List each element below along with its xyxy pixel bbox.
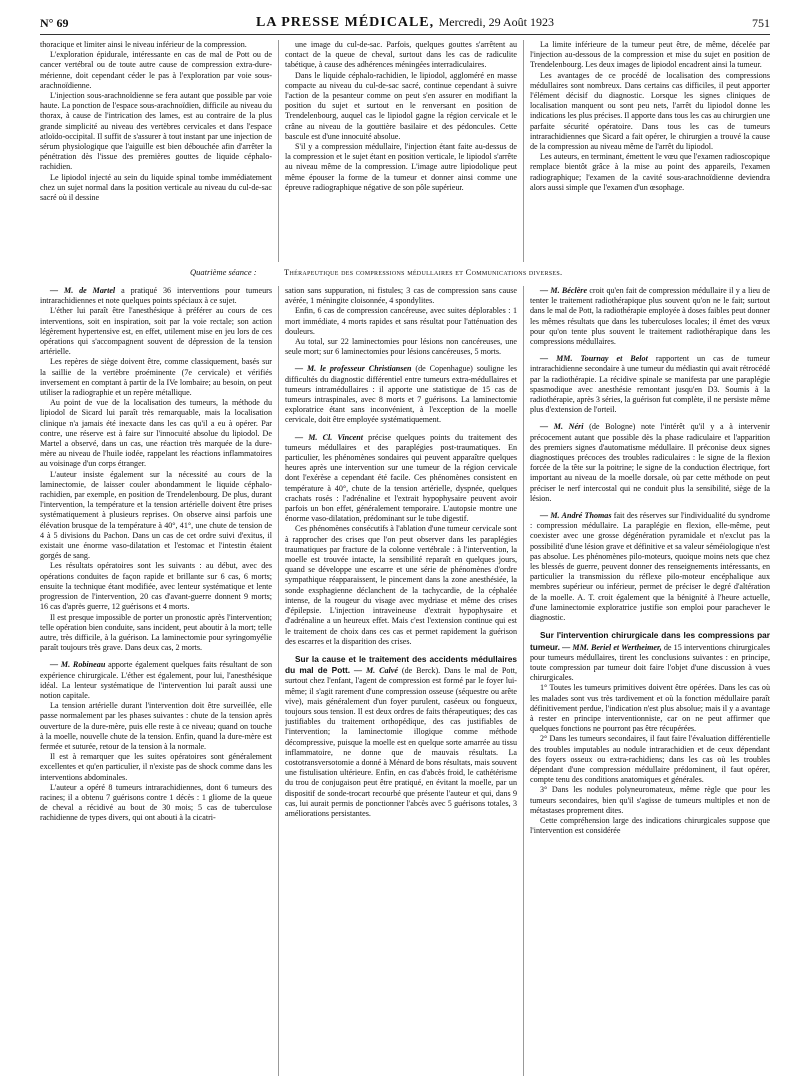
paragraph-text: 1° Toutes les tumeurs primitives doivent être opérées. Dans les cas où les malades sont vus très tardivement et où la fonction médullaire paraît définitivement perdue, l'indication n'est plus absolue; mais il y a avantage à rester en principe interventionniste, car on ne peut affirmer que quelques fonctions ne pourront pas être récupérées. <box>530 683 770 734</box>
paragraph <box>285 524 517 646</box>
paragraph-text: de 15 interventions chirurgicales pour tumeurs médullaires, tirent les conclusions suivantes : en principe, toute compression par tumeur doit faire l'objet d'une discussion à vues chirurgicales. <box>530 642 770 683</box>
paragraph: L'injection sous-arachnoïdienne se fera autant que possible par voie haute. La ponction de l'espace sous-arachnoïdien, difficile au niveau du thorax, à cause de l'intrication des lames, est au contraire de la plus grande simplicité au niveau des vertèbres cervicales et dans l'espace atloïdo-occipital. Il suffit de s'assurer à tout instant par une injection de sérum physiologique que l'aiguille est bien débouchée afin d'arrêter la pénétration dès l'issue des premières gouttes de liquide céphalo-rachidien. <box>40 91 272 172</box>
paragraph: Le lipiodol injecté au sein du liquide spinal tombe immédiatement chez un sujet normal dans la position verticale au niveau du cul-de-sac sacré où il dessine <box>40 172 272 203</box>
paragraph <box>40 660 272 701</box>
speaker-name: — M. de Martel <box>50 286 116 295</box>
top-column-1 <box>40 40 272 262</box>
speaker-name: — M. Calvé <box>350 666 398 676</box>
paragraph-text: (de Berck). Dans le mal de Pott, surtout chez l'enfant, l'agent de compression est formé par le foyer lui-même; il s'agit rarement d'une compression osseuse (séquestre ou arête vive), mais généralement d'un foyer purulent, caséeux ou fongueux, toujours sous tension. Il est deux ordres de faits thérapeutiques; des cas justifiables du traitement orthopédique, des cas justifiables de l'intervention; la laminectomie illogique comme méthode décompressive, puisque la moelle est en quelque sorte amarrée au tissu inflammatoire, ne donne que de mauvais résultats. La costotransversotomie a donné à Ménard de bons résultats, mais souvent une fistulisation ultérieure. Enfin, en cas d'abcès froid, le cathétérisme du trou de conjugaison peut être pratiqué, en évitant la moelle, par un dispositif de sonde-trocart recourbé que présente l'auteur et qui, dans 9 cas, lui aurait permis de ponctionner l'abcès avec 5 guérisons totales, 3 améliorations persistantes. <box>285 666 517 818</box>
section-heading: Sur la cause et le traitement des accidents médullaires du mal de Pott. <box>285 653 517 676</box>
paragraph <box>530 354 770 415</box>
paragraph: Les avantages de ce procédé de localisation des compressions médullaires sont nombreux. Dans certains cas difficiles, il peut apporter l'élément décisif du diagnostic. Lorsque les signes cliniques de localisation manquent ou sont peu nets, l'arrêt du lipiodol donne les indications les plus précises. Il apporte dans tous les cas au chirurgien une parfaite sécurité opératoire. Dans tous les cas de tumeurs intrarachidiennes que Sicard a fait opérer, le chirurgien a trouvé la cause de la compression au niveau même de l'arrêt du lipiodol. <box>530 70 770 152</box>
paragraph <box>530 422 770 504</box>
top-column-2 <box>285 40 517 262</box>
paragraph-text: 2° Dans les tumeurs secondaires, il faut faire l'évaluation différentielle des troubles imputables au nodule intrarachidien et de ceux dépendant des foyers osseux ou extra-rachidiens; dans les cas où les troubles dépendant d'une compression médullaire prédominent, il faut opérer, compte tenu des conditions anatomiques et générales. <box>530 734 770 785</box>
paragraph: thoracique et limiter ainsi le niveau inférieur de la compression. <box>40 40 247 49</box>
paragraph-text: sation sans suppuration, ni fistules; 3 cas de compression sans cause avérée, 1 méningite cloisonnée, 4 spondylites. <box>285 286 517 306</box>
paragraph-gap <box>285 357 517 364</box>
page-header <box>40 14 770 34</box>
paragraph <box>285 364 517 425</box>
speaker-name: — MM. Beriel et Wertheimer, <box>559 642 662 652</box>
paragraph-gap <box>530 415 770 422</box>
paragraph-text: 3° Dans les nodules polyneuromateux, même règle que pour les tumeurs secondaires, bien qu'il s'agisse de tumeurs multiples et non de métastases proprement dites. <box>530 785 770 815</box>
paragraph-text: précise quelques points du traitement des tumeurs médullaires et des paraplégies post-traumatiques. En particulier, les phénomènes sondaires qui peuvent apparaître quelques heures après une intervention sur une tumeur de la région cervicale dont l'exérèse a cependant été facile. Ces phénomènes consistent en température à 40°, chute de la tension artérielle, dyspnée, quelques crachats rosés : l'adrénaline et l'extrait hypophysaire peuvent avoir parfois un bon effet, généralement temporaire. L'autopsie montre une énorme vaso-dilatation, prédominant sur le tube digestif. <box>285 432 517 524</box>
header-rule <box>40 34 770 35</box>
paragraph <box>40 470 272 562</box>
issue-date: Mercredi, 29 Août 1923 <box>438 15 554 29</box>
paragraph <box>530 511 770 623</box>
paragraph-text: La tension artérielle durant l'intervention doit être surveillée, elle passe normalement par les phases suivantes : chute de la tension après ouverture de la dure-mère, puis elle reste à ce niveau; quand on touche à la moelle, nouvelle chute de la tension. Enfin, quand la dure-mère est fermée et suturée, retour de la tension à la normale. <box>40 701 272 751</box>
paragraph <box>40 783 272 824</box>
paragraph-text: rapportent un cas de tumeur intrarachidienne secondaire à une tumeur du médiastin qui avait rétrocédé par la radiothérapie. La récidive spinale se manifesta par une paraplégie spasmodique avec anesthésie remontant jusqu'en D3. Soumis à la radiothérapie, après 3 séries, la guérison fut complète, il ne persiste même plus d'extension de l'orteil. <box>530 354 770 415</box>
paragraph-gap <box>530 623 770 630</box>
paragraph <box>530 683 770 734</box>
seance-label: Quatrième séance : <box>190 267 257 277</box>
paragraph <box>530 630 770 683</box>
paragraph-text: apporte également quelques faits résultant de son expérience chirurgicale. L'éther est également, pour lui, l'anesthésique idéal. La lenteur systématique de l'intervention lui paraît aussi une notion capitale. <box>40 660 272 700</box>
column-divider <box>523 40 524 262</box>
paragraph-text: L'auteur a opéré 8 tumeurs intrarachidiennes, dont 6 tumeurs des racines; il a obtenu 7 guérisons contre 1 décès : 1 gliome de la queue de cheval a récidivé au bout de 30 mois; 5 cas de tuberculose rachidienne de types divers, qui ont abouti à la cicatri- <box>40 782 272 823</box>
paragraph-text: Au total, sur 22 laminectomies pour lésions non cancéreuses, une seule mort; sur 6 laminectomies pour lésions cancéreuses, 5 morts. <box>285 337 517 357</box>
paragraph <box>40 613 272 654</box>
paragraph-text: L'éther lui paraît être l'anesthésique à préférer au cours de ces interventions, soit en inspiration, soit par la voie rectale; son action légèrement hypertensive est, en effet, utilement mise en jeu lors de ces opérations qui s'accompagnent souvent de dépression de la tension artérielle. <box>40 306 272 357</box>
paragraph <box>40 561 272 612</box>
paragraph: Dans le liquide céphalo-rachidien, le lipiodol, aggloméré en masse compacte au niveau du cul-de-sac sacré, continue cependant à suivre l'action de la pesanteur comme on peut s'en assurer en modifiant la position du sujet et surtout en le renversant en position de Trendelenbourg, auquel cas le lipiodol gagne la région cervicale et le crâne au niveau de la gouttière basilaire et des pédoncules. Cette bascule est d'une innocuité absolue. <box>285 70 517 141</box>
paragraph-text: Enfin, 6 cas de compression cancéreuse, avec suites déplorables : 1 mort immédiate, 4 morts rapides et sans résultat pour l'atténuation des douleurs. <box>285 306 517 336</box>
paragraph <box>40 398 272 469</box>
paragraph <box>40 701 272 752</box>
paragraph <box>40 306 272 357</box>
paragraph-text: L'auteur insiste également sur la nécessité au cours de la laminectomie, de laisser couler abondamment le liquide céphalo-rachidien, par exemple, en position de Trendelenbourg. De plus, durant l'intervention, la température et la tension artérielle doivent être prises systématiquement à plusieurs reprises. On observe ainsi parfois une élévation brusque de la température à 40°, 41°, une chute de tension de 4 à 5 divisions du Pachon. Dans un cas de cet ordre suivi d'exitus, il existait une énorme vaso-dilatation et l'estomac et l'intestin étaient gorgés de sang. <box>40 469 272 561</box>
journal-title <box>40 15 770 31</box>
column-divider <box>278 286 279 1076</box>
paragraph-gap <box>40 653 272 660</box>
paragraph-gap <box>285 647 517 654</box>
paragraph <box>285 654 517 819</box>
paragraph-text: (de Copenhague) souligne les difficultés du diagnostic différentiel entre tumeurs extra-médullaires et tumeurs intramédullaires : il apporte une statistique de 15 cas de tumeurs intraspinales, avec 8 morts et 7 guérisons. La laminectomie exploratrice étant sans inconvénient, à l'exception de la moelle cervicale, doit être employée systématiquement. <box>285 364 517 425</box>
paragraph: L'exploration épidurale, intéressante en cas de mal de Pott ou de cancer vertébral ou de toute autre cause de compression extra-dure-mérienne, doit cependant céder le pas à l'exploration par voie sous-arachnoïdienne. <box>40 50 272 90</box>
paragraph <box>530 286 770 347</box>
paragraph-text: croit qu'en fait de compression médullaire il y a lieu de tenter le traitement radiothérapique plus souvent qu'on ne le fait; surtout dans le mal de Pott, la radiothérapie employée à doses faibles peut donner les mêmes résultats que dans les tuberculoses locales; il émet des vœux pour qu'on tente plus souvent le traitement radiothérapique dans les compressions médullaires. <box>530 286 770 347</box>
paragraph: S'il y a compression médullaire, l'injection étant faite au-dessus de la compression et le sujet étant en position verticale, le lipiodol s'arrête au niveau même de la compression. L'image autre lipiodolique peut même épouser la forme de la tumeur et donner ainsi comme une épreuve radiographique négative de son pôle supérieur. <box>285 142 517 192</box>
column-divider <box>278 40 279 262</box>
speaker-name: — M. Néri <box>540 422 584 432</box>
bottom-column-3 <box>530 286 770 1076</box>
speaker-name: — M. Robineau <box>50 660 106 670</box>
paragraph <box>285 433 517 525</box>
section-heading: Sur l'intervention chirurgicale dans les compressions par tumeur. <box>530 630 770 652</box>
paragraph-text: fait des réserves sur l'individualité du syndrome : compression médullaire. La paraplégie en flexion, elle-même, peut coexister avec une grosse dégénération pyramidale et n'exclut pas la possibilité d'une lésion grave et définitive et sa valeur séméiologique n'est pas absolue. Les phénomènes pilo-moteurs, quoique moins nets que chez les blessés de guerre, peuvent donner des renseignements intéressants, en particulier la transmission du réflexe pilo-moteur encéphalique aux membres supérieur ou inférieur, permet de préciser le degré d'altération de la moelle. A. T. croit également que la bénignité à l'heure actuelle, d'une laminectomie exploratrice justifie son emploi pour parachever le diagnostic. <box>530 511 770 623</box>
paragraph-text: Cette compréhension large des indications chirurgicales suppose que l'intervention est considérée <box>530 815 770 836</box>
paragraph-text: Les repères de siège doivent être, comme classiquement, basés sur la saillie de la vertèbre proéminente (7e cervicale) et vérifiés inversement en comptant à partir de la IVe lombaire; au besoin, on peut utiliser la radiographie et un repère métallique. <box>40 357 272 398</box>
paragraph: Les auteurs, en terminant, émettent le vœu que l'examen radioscopique remplace bientôt grâce à la mise au point des appareils, l'examen radiographique; l'examen de la cavité sous-arachnoïdienne deviendra alors aussi simple que l'examen d'un œsophage. <box>530 152 770 192</box>
paragraph: une image du cul-de-sac. Parfois, quelques gouttes s'arrêtent au contact de la queue de cheval, surtout dans les cas de radiculite tabétique, à cause des adhérences méningées interradiculaires. <box>285 40 517 70</box>
paragraph <box>285 286 517 306</box>
column-divider <box>523 286 524 1076</box>
issue-number: N° 69 <box>40 16 69 30</box>
paragraph <box>285 306 517 337</box>
journal-name: LA PRESSE MÉDICALE, <box>256 15 435 30</box>
paragraph <box>40 752 272 783</box>
paragraph-text: Les résultats opératoires sont les suivants : au début, avec des opérations conduites de façon rapide et brillante sur 6 cas, 6 morts; ensuite la technique étant modifiée, avec lenteur systématique et lente progression de l'intervention, 20 cas d'avant-guerre donnent 9 morts; 16 cas d'après guerre, 12 guérisons et 4 morts. <box>40 561 272 612</box>
paragraph <box>40 357 272 398</box>
paragraph-text: Il est presque impossible de porter un pronostic après l'intervention; telle opération bien conduite, sans incident, peut aboutir à la mort; telle autre, très difficile, à la guérison. La laminectomie pour syringomyélie paraît toujours très grave. Dans deux cas, 2 morts. <box>40 612 272 653</box>
paragraph-text: (de Bologne) note l'intérêt qu'il y a à intervenir précocement autant que possible dès la phase radiculaire et l'apparition des premiers signes d'automatisme médullaire. Il préconise deux signes diagnostiques précoces des troubles radiculaires : le signe de la flexion forcée de la tête sur la poitrine; le signe de la conduction électrique, fort important au niveau de la moelle dorsale, où par cette méthode on peut préciser le nerf intercostal qui ne conduit plus la sensibilité, siège de la lésion. <box>530 422 770 503</box>
paragraph <box>530 734 770 785</box>
bottom-column-1 <box>40 286 272 1076</box>
paragraph-text: Au point de vue de la localisation des tumeurs, la méthode du lipiodol de Sicard lui paraît très remarquable, mais la localisation clinique n'a jamais été inexacte dans les cas qu'il a eu à opérer. Par contre, une réserve est à faire sur l'innocuité absolue du lipiodol. De Martel a observé, dans un cas, une réaction très marquée de la dure-mère au niveau de l'huile iodée, rappelant les réactions inflammatoires au voisinage d'un corps étranger. <box>40 398 272 469</box>
paragraph-text: Ces phénomènes consécutifs à l'ablation d'une tumeur cervicale sont à rapprocher des crises que l'on peut observer dans les paraplégies traumatiques par fracture de la colonne vertébrale : à l'intervention, la moelle est trouvée intacte, la sensibilité reparaît en quelques jours, quand se développe une escarre et une série de phénomènes d'ordre sympathique réapparaissent, le pincement dans la zone anesthésiée, la sonde exsphagienne déclanchent de la tachycardie, de la céphalée intense, de la rougeur du visage avec mydriase et même des crises d'épilepsie. L'injection intraveineuse d'extrait hypophysaire et d'adrénaline a un heureux effet. Mais c'est l'extension continue qui est le traitement de choix dans ces cas et permet rapidement la guérison des escarres et la disparition des crises. <box>285 524 517 646</box>
paragraph <box>530 816 770 836</box>
speaker-name: — MM. Tournay et Belot <box>540 354 648 364</box>
seance-topic: Thérapeutique des compressions médullaires et Communications diverses. <box>284 267 563 277</box>
paragraph <box>285 337 517 357</box>
paragraph <box>40 286 272 306</box>
paragraph: La limite inférieure de la tumeur peut être, de même, décelée par l'injection au-dessous de la compression et mise du sujet en position de Trendelenbourg. Les deux images de lipiodol encadrent ainsi la tumeur. <box>530 40 770 70</box>
speaker-name: — M. Béclère <box>540 286 588 295</box>
top-column-3 <box>530 40 770 262</box>
paragraph-gap <box>285 426 517 433</box>
paragraph-gap <box>530 347 770 354</box>
paragraph <box>530 785 770 816</box>
speaker-name: — M. Cl. Vincent <box>295 432 364 442</box>
page-number: 751 <box>752 16 770 30</box>
speaker-name: — M. le professeur Christiansen <box>295 364 412 374</box>
section-separator <box>40 266 770 280</box>
paragraph-text: Il est à remarquer que les suites opératoires sont généralement excellentes et qu'en particulier, il n'existe pas de shock comme dans les interventions abdominales. <box>40 752 272 782</box>
bottom-column-2 <box>285 286 517 1076</box>
paragraph-gap <box>530 504 770 511</box>
speaker-name: — M. André Thomas <box>540 511 612 521</box>
paragraph-text: a pratiqué 36 interventions pour tumeurs intrarachidiennes et note quelques points spéciaux à ce sujet. <box>40 286 272 306</box>
